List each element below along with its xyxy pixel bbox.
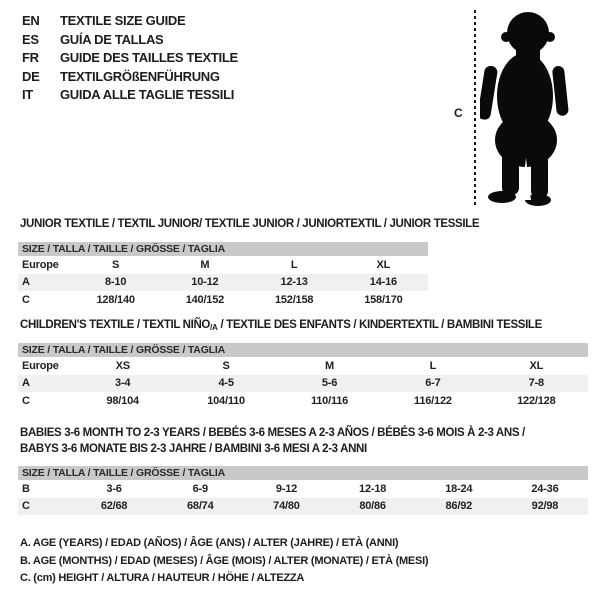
table-cell: 62/68: [100, 500, 128, 513]
table-cell: 116/122: [414, 394, 452, 407]
table-cell: 110/116: [310, 394, 349, 407]
table-cell: 3-6: [106, 482, 122, 495]
language-row: [22, 86, 238, 105]
table-cell: 98/104: [106, 394, 139, 407]
language-code: ES: [22, 31, 39, 47]
table-cell: 8-10: [105, 276, 127, 289]
table-cell: 18-24: [445, 482, 473, 495]
height-measure-line: [474, 10, 476, 208]
table-cell: 68/74: [186, 500, 214, 513]
table-cell: S: [112, 258, 120, 271]
size-header-bar: SIZE / TALLA / TAILLE / GRÖSSE / TAGLIA: [18, 343, 588, 357]
table-row: [18, 291, 428, 309]
language-code: FR: [22, 50, 39, 65]
row-label: A: [22, 377, 30, 390]
size-header-bar: SIZE / TALLA / TAILLE / GRÖSSE / TAGLIA: [18, 242, 428, 256]
row-label: A: [22, 276, 30, 289]
row-label: Europe: [22, 359, 59, 372]
baby-silhouette-icon: [480, 8, 570, 208]
table-cell: 6-7: [425, 377, 441, 390]
height-measure-label: C: [454, 106, 463, 120]
table-cell: 5-6: [321, 377, 338, 390]
table-cell: 128/140: [96, 293, 135, 306]
table-cell: 80/86: [359, 500, 386, 513]
babies-size-table: [18, 466, 588, 515]
table-cell: M: [200, 258, 210, 271]
table-cell: 74/80: [273, 500, 300, 513]
table-cell: 86/92: [445, 500, 473, 513]
children-size-table: [18, 343, 588, 410]
babies-section-title: [20, 425, 525, 457]
table-cell: 3-4: [115, 377, 131, 390]
language-code: EN: [22, 13, 40, 28]
children-title-post: / TEXTILE DES ENFANTS / KINDERTEXTIL / BAMBINI TESSILE: [217, 319, 542, 331]
table-row: [18, 256, 428, 274]
babies-title-line2: BABYS 3-6 MONATE BIS 2-3 JAHRE / BAMBINI 3-6 MESI A 2-3 ANNI: [20, 443, 367, 455]
table-cell: XL: [376, 258, 391, 271]
table-cell: M: [325, 359, 334, 372]
row-label: C: [22, 500, 30, 513]
language-label: GUIDE DES TAILLES TEXTILE: [60, 50, 238, 65]
babies-title-line1: BABIES 3-6 MONTH TO 2-3 YEARS / BEBÉS 3-6 MESES A 2-3 AÑOS / BÉBÉS 3-6 MOIS À 2-3 ANS /: [20, 427, 525, 439]
table-cell: 140/152: [185, 293, 225, 306]
table-cell: 152/158: [274, 293, 314, 306]
table-row: [18, 375, 588, 393]
language-row: [22, 31, 238, 50]
table-cell: 14-16: [369, 276, 397, 289]
table-cell: 24-36: [531, 482, 559, 495]
table-cell: 104/110: [207, 394, 245, 407]
row-label: B: [22, 482, 30, 495]
language-row: [22, 49, 238, 68]
table-cell: 4-5: [218, 377, 234, 390]
figure-area: [450, 0, 600, 215]
junior-size-table: [18, 242, 428, 309]
table-cell: 6-9: [192, 482, 208, 495]
table-cell: 10-12: [191, 276, 219, 289]
table-cell: 158/170: [364, 293, 403, 306]
table-row: [18, 498, 588, 516]
table-row: [18, 357, 588, 375]
language-row: [22, 68, 238, 87]
legend-line-c: C. (cm) HEIGHT / ALTURA / HAUTEUR / HÖHE / ALTEZZA: [20, 572, 305, 584]
table-cell: 12-18: [359, 482, 387, 495]
junior-section-title: JUNIOR TEXTILE / TEXTIL JUNIOR/ TEXTILE JUNIOR / JUNIORTEXTIL / JUNIOR TESSILE: [20, 218, 480, 230]
size-header-bar: SIZE / TALLA / TAILLE / GRÖSSE / TAGLIA: [18, 466, 588, 480]
language-code: DE: [22, 68, 40, 84]
table-row: [18, 392, 588, 410]
language-title-list: [22, 12, 238, 105]
table-row: [18, 480, 588, 498]
row-label: Europe: [22, 258, 59, 271]
table-cell: 9-12: [275, 482, 298, 495]
row-label: C: [22, 394, 30, 407]
children-title-pre: CHILDREN'S TEXTILE / TEXTIL NIÑO: [20, 319, 211, 331]
language-label: TEXTILGRÖßENFÜHRUNG: [60, 68, 220, 84]
language-label: GUÍA DE TALLAS: [60, 31, 164, 47]
children-title-subscript: /A: [210, 323, 218, 332]
language-label: GUIDA ALLE TAGLIE TESSILI: [60, 87, 235, 102]
legend-line-b: B. AGE (MONTHS) / EDAD (MESES) / ÂGE (MOIS) / ALTER (MONATE) / ETÀ (MESI): [20, 554, 429, 567]
table-cell: 92/98: [531, 500, 559, 513]
table-cell: L: [290, 258, 298, 271]
language-label: TEXTILE SIZE GUIDE: [60, 13, 186, 28]
legend-line-a: A. AGE (YEARS) / EDAD (AÑOS) / ÂGE (ANS) / ALTER (JAHRE) / ETÀ (ANNI): [20, 537, 399, 549]
table-cell: 7-8: [528, 377, 544, 390]
language-row: [22, 12, 238, 31]
table-row: [18, 274, 428, 292]
table-cell: 12-13: [280, 276, 308, 289]
language-code: IT: [22, 87, 33, 102]
measurement-legend: [20, 535, 428, 588]
children-section-title: [20, 317, 542, 336]
row-label: C: [22, 293, 30, 306]
table-cell: XL: [529, 359, 544, 372]
table-cell: 122/128: [517, 394, 556, 407]
table-cell: S: [222, 359, 230, 372]
table-cell: XS: [115, 359, 130, 372]
table-cell: L: [429, 359, 437, 372]
